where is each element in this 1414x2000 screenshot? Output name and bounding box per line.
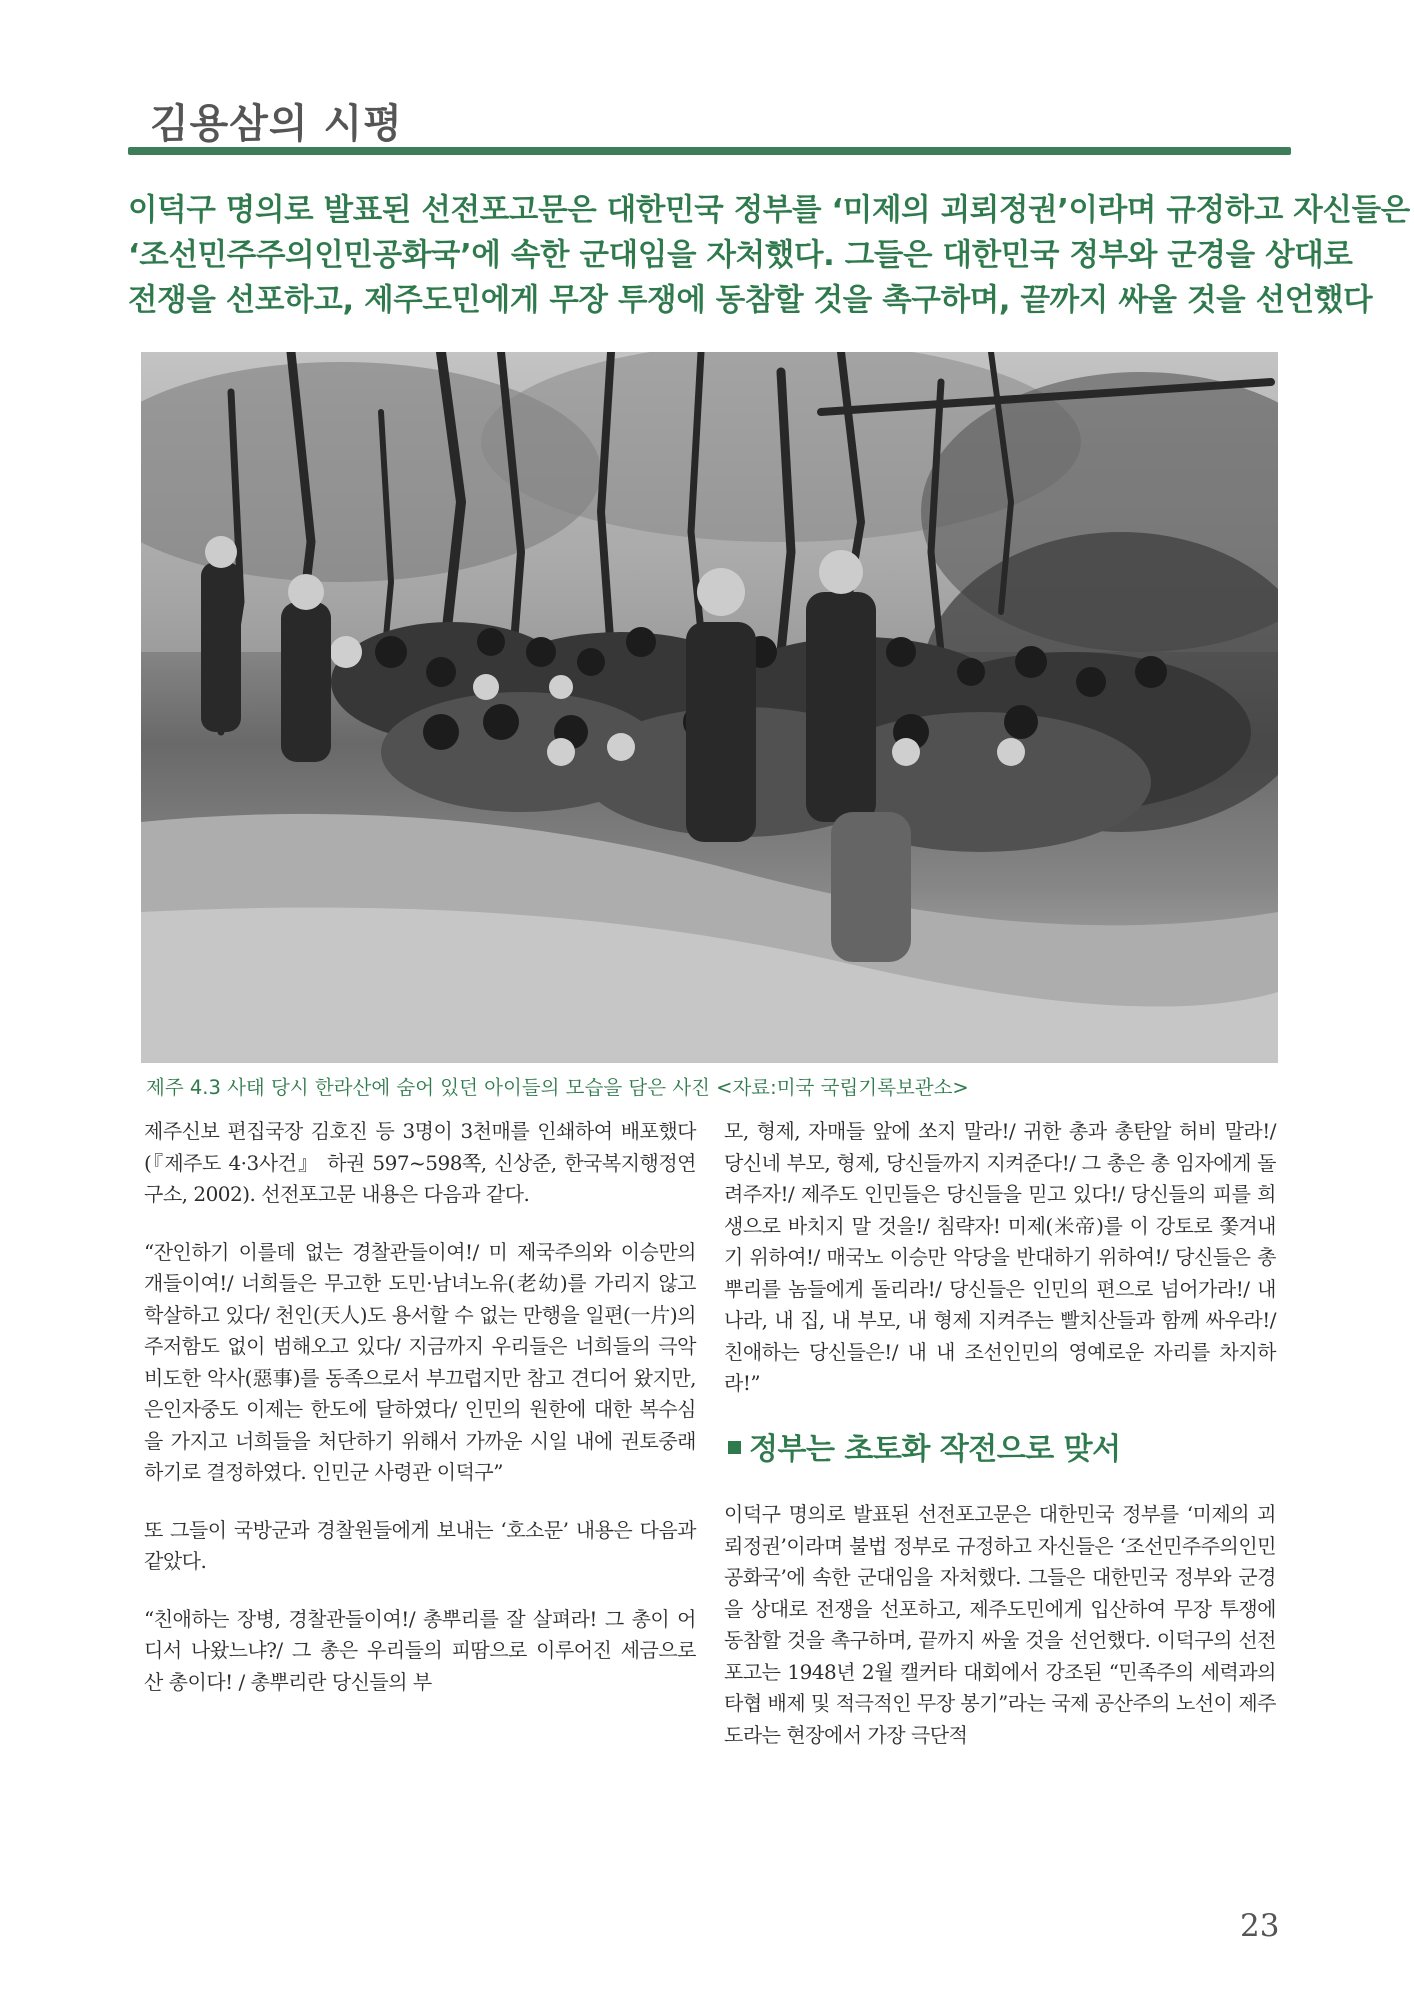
bullet-square-icon (728, 1441, 741, 1454)
page-header-title: 김용삼의 시평 (150, 101, 403, 147)
body-paragraph: 제주신보 편집국장 김호진 등 3명이 3천매를 인쇄하여 배포했다(『제주도 4·3사건』 하권 597~598쪽, 신상준, 한국복지행정연구소, 2002). 선전포고문 내용은 다음과 같다. (144, 1119, 696, 1206)
lead-line-2: ‘조선민주주의인민공화국’에 속한 군대임을 자처했다. 그들은 대한민국 정부와 군경을 상대로 (128, 238, 1353, 273)
section-heading-text: 정부는 초토화 작전으로 맞서 (749, 1431, 1121, 1467)
left-column (144, 1116, 696, 1724)
body-paragraph: 모, 형제, 자매들 앞에 쏘지 말라!/ 귀한 총과 총탄알 허비 말라!/ 당신네 부모, 형제, 당신들까지 지켜준다!/ 그 총은 총 임자에게 돌려주자!/ 제주도 인민들은 당신들을 믿고 있다!/ 당신들의 피를 희생으로 바치지 말 것을!/ 침략자! 미제(米帝)를 이 강토로 쫓겨내기 위하여!/ 매국노 이승만 악당을 반대하기 위하여!/ 당신들은 총뿌리를 놈들에게 돌리라!/ 당신들은 인민의 편으로 넘어가라!/ 내 나라, 내 집, 내 부모, 내 형제 지켜주는 빨치산들과 함께 싸우라!/ 친애하는 당신들은!/ 내 내 조선인민의 영예로운 자리를 차지하라!” (724, 1119, 1276, 1395)
body-paragraph: “잔인하기 이를데 없는 경찰관들이여!/ 미 제국주의와 이승만의 개들이여!/ 너희들은 무고한 도민·남녀노유(老幼)를 가리지 않고 학살하고 있다/ 천인(天人)도 용서할 수 없는 만행을 일편(一片)의 주저함도 없이 범해오고 있다/ 지금까지 우리들은 너희들의 극악비도한 악사(惡事)를 동족으로서 부끄럽지만 참고 견디어 왔지만, 은인자중도 이제는 한도에 달하였다/ 인민의 원한에 대한 복수심을 가지고 너희들을 처단하기 위해서 가까운 시일 내에 권토중래하기로 결정하였다. 인민군 사령관 이덕구” (144, 1239, 696, 1484)
photo-caption: 제주 4.3 사태 당시 한라산에 숨어 있던 아이들의 모습을 담은 사진 <자료:미국 국립기록보관소> (146, 1076, 969, 1099)
section-heading (724, 1431, 1276, 1467)
right-column (724, 1116, 1276, 1777)
lead-line-3: 전쟁을 선포하고, 제주도민에게 무장 투쟁에 동참할 것을 촉구하며, 끝까지 싸울 것을 선언했다 (128, 283, 1373, 318)
lead-line-1: 이덕구 명의로 발표된 선전포고문은 대한민국 정부를 ‘미제의 괴뢰정권’이라며 규정하고 자신들은 (128, 193, 1410, 228)
body-paragraph: 이덕구 명의로 발표된 선전포고문은 대한민국 정부를 ‘미제의 괴뢰정권’이라며 불법 정부로 규정하고 자신들은 ‘조선민주주의인민공화국’에 속한 군대임을 자처했다. 그들은 대한민국 정부와 군경을 상대로 전쟁을 선포하고, 제주도민에게 입산하여 무장 투쟁에 동참할 것을 촉구하며, 끝까지 싸울 것을 선언했다. 이덕구의 선전포고는 1948년 2월 캘커타 대회에서 강조된 “민족주의 세력과의 타협 배제 및 적극적인 무장 봉기”라는 국제 공산주의 노선이 제주도라는 현장에서 가장 극단적 (724, 1502, 1276, 1747)
historical-photo (141, 352, 1278, 1063)
body-paragraph: “친애하는 장병, 경찰관들이여!/ 총뿌리를 잘 살펴라! 그 총이 어디서 나왔느냐?/ 그 총은 우리들의 피땀으로 이루어진 세금으로 산 총이다! / 총뿌리란 당신들의 부 (144, 1606, 696, 1694)
lead-summary (128, 188, 1410, 323)
body-paragraph: 또 그들이 국방군과 경찰원들에게 보내는 ‘호소문’ 내용은 다음과 같았다. (144, 1517, 696, 1573)
header-rule (128, 147, 1291, 155)
page-number: 23 (1240, 1908, 1280, 1944)
